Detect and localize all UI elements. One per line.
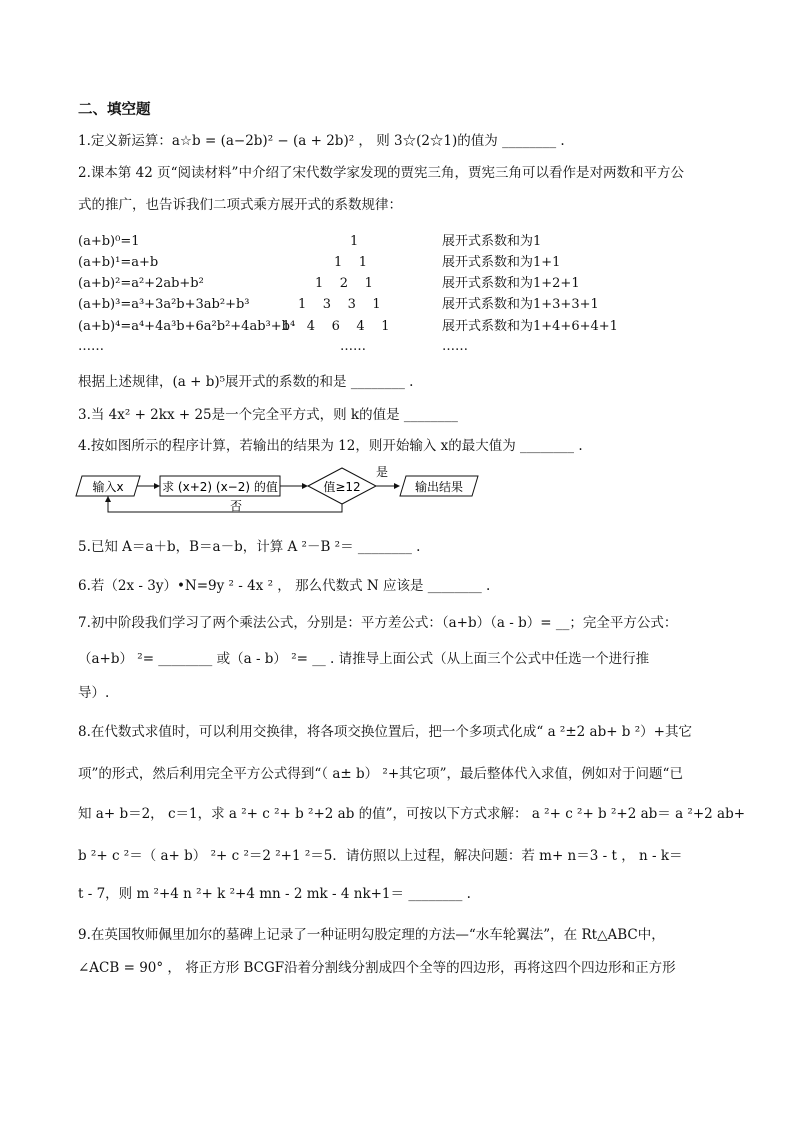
question-8-line-1: 8.在代数式求值时，可以利用交换律，将各项交换位置后，把一个多项式化成“ a ²±2 ab+ b ²）+其它 xyxy=(78,724,692,740)
question-7-line-2: （a+b） ²= ________ 或（a - b） ²= __ . 请推导上面公式（从上面三个公式中任选一个进行推 xyxy=(78,651,650,667)
input-label: 输入x xyxy=(92,480,124,494)
sum-row-0: 展开式系数和为1 xyxy=(442,234,542,249)
sum-row-3: 展开式系数和为1+3+3+1 xyxy=(442,297,599,312)
formula-row-4: (a+b)⁴=a⁴+4a³b+6a²b²+4ab³+b⁴ xyxy=(78,319,296,334)
question-8-line-5: t - 7，则 m ²+4 n ²+ k ²+4 mn - 2 mk - 4 nk+1＝ ________ . xyxy=(78,886,471,902)
sum-row-4: 展开式系数和为1+4+6+4+1 xyxy=(442,319,618,334)
question-2-intro-line-1: 2.课本第 42 页“阅读材料”中介绍了宋代数学家发现的贾宪三角，贾宪三角可以看作是对两数和平方公 xyxy=(78,165,684,181)
question-7-line-1: 7.初中阶段我们学习了两个乘法公式，分别是：平方差公式：（a+b）（a - b）= __；完全平方公式： xyxy=(78,615,678,631)
triangle-row-3: 1 3 3 1 xyxy=(298,297,381,312)
question-9-line-2: ∠ACB = 90° ， 将正方形 BCGF沿着分割线分割成四个全等的四边形，再将这四个四边形和正方形 xyxy=(78,960,676,976)
sum-dots: …… xyxy=(442,339,468,354)
formula-row-3: (a+b)³=a³+3a²b+3ab²+b³ xyxy=(78,297,250,312)
question-8-line-3: 知 a+ b＝2， c＝1，求 a ²+ c ²+ b ²+2 ab 的值”，可按以下方式求解： a ²+ c ²+ b ²+2 ab＝ a ²+2 ab+ xyxy=(78,806,746,822)
question-7-line-3: 导）. xyxy=(78,685,110,701)
triangle-row-4: 1 4 6 4 1 xyxy=(282,319,390,334)
formula-row-1: (a+b)¹=a+b xyxy=(78,255,159,270)
sum-row-1: 展开式系数和为1+1 xyxy=(442,255,561,270)
triangle-row-0: 1 xyxy=(350,234,359,249)
question-2-intro-line-2: 式的推广，也告诉我们二项式乘方展开式的系数规律： xyxy=(78,197,402,213)
question-6: 6.若（2x - 3y）•N=9y ² - 4x ² ， 那么代数式 N 应该是 ________ . xyxy=(78,578,491,594)
question-9-line-1: 9.在英国牧师佩里加尔的墓碑上记录了一种证明勾股定理的方法—“水车轮翼法”，在 Rt△ABC中， xyxy=(78,927,665,943)
question-1: 1.定义新运算：a☆b = (a−2b)² − (a + 2b)² ， 则 3☆(2☆1)的值为 ________ . xyxy=(78,133,565,149)
question-8-line-4: b ²+ c ²＝（ a+ b） ²+ c ²＝2 ²+1 ²＝5．请仿照以上过程，解决问题：若 m+ n＝3 - t ， n - k＝ xyxy=(78,848,683,864)
triangle-dots: …… xyxy=(340,339,366,354)
sum-row-2: 展开式系数和为1+2+1 xyxy=(442,276,580,291)
question-2-ask: 根据上述规律，(a + b)⁵展开式的系数的和是 ________ . xyxy=(78,374,414,390)
formula-row-0: (a+b)⁰=1 xyxy=(78,234,140,249)
decision-label: 值≥12 xyxy=(323,480,361,494)
no-label: 否 xyxy=(229,499,243,513)
section-title: 二、填空题 xyxy=(78,102,151,118)
question-4: 4.按如图所示的程序计算，若输出的结果为 12，则开始输入 x的最大值为 ________ . xyxy=(78,438,583,454)
formula-dots: …… xyxy=(78,339,104,354)
formula-row-2: (a+b)²=a²+2ab+b² xyxy=(78,276,204,291)
question-3: 3.当 4x² + 2kx + 25是一个完全平方式，则 k的值是 ________ xyxy=(78,407,458,423)
question-5: 5.已知 A＝a＋b，B＝a－b，计算 A ²－B ²＝ ________ . xyxy=(78,539,421,555)
question-8-line-2: 项”的形式，然后利用完全平方公式得到“（ a± b） ²+其它项”，最后整体代入求值，例如对于问题“已 xyxy=(78,766,683,782)
compute-label: 求 (x+2) (x−2) 的值 xyxy=(162,480,278,494)
triangle-row-1: 1 1 xyxy=(334,255,368,270)
program-flowchart xyxy=(74,462,484,518)
output-label: 输出结果 xyxy=(414,480,464,494)
triangle-row-2: 1 2 1 xyxy=(315,276,373,291)
yes-label: 是 xyxy=(375,465,389,479)
